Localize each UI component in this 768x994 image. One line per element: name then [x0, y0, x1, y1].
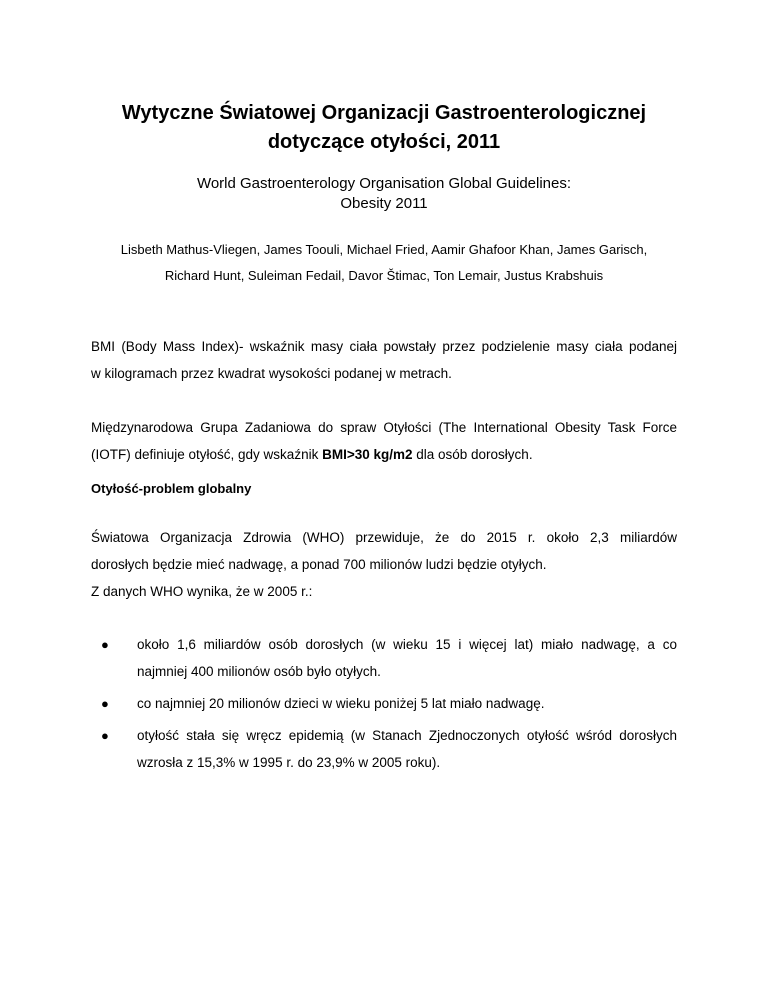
subtitle-line-2: Obesity 2011	[340, 195, 428, 212]
list-item	[91, 722, 677, 776]
bullet-icon: ●	[101, 728, 109, 743]
list-item-line-1: otyłość stała się wręcz epidemią (w Stanach Zjednoczonych otyłość wśród dorosłych	[137, 728, 677, 743]
document-subtitle	[60, 174, 708, 214]
iotf-line-2-end: dla osób dorosłych.	[412, 447, 533, 462]
list-item-line-1: co najmniej 20 milionów dzieci w wieku poniżej 5 lat miało nadwagę.	[137, 696, 545, 711]
bullet-icon: ●	[101, 696, 109, 711]
authors-line-1: Lisbeth Mathus-Vliegen, James Toouli, Michael Fried, Aamir Ghafoor Khan, James Garisch,	[120, 242, 648, 257]
subtitle-line-1: World Gastroenterology Organisation Global Guidelines:	[196, 175, 572, 192]
iotf-line-2	[91, 441, 677, 468]
list-item-line-1: około 1,6 miliardów osób dorosłych (w wieku 15 i więcej lat) miało nadwagę, a co	[137, 637, 677, 652]
bmi-definition-paragraph	[91, 333, 677, 387]
authors-list	[60, 237, 708, 289]
bmi-line-1: BMI (Body Mass Index)- wskaźnik masy ciała powstały przez podzielenie masy ciała podanej	[91, 339, 677, 354]
list-item	[91, 631, 677, 685]
iotf-line-2-text: (IOTF) definiuje otyłość, gdy wskaźnik	[91, 447, 323, 462]
who-line-2: dorosłych będzie mieć nadwagę, a ponad 700 milionów ludzi będzie otyłych.	[91, 557, 547, 572]
title-line-2: dotyczące otyłości, 2011	[267, 131, 501, 153]
list-item-line-2: najmniej 400 milionów osób było otyłych.	[137, 664, 381, 679]
list-item-line-2: wzrosła z 15,3% w 1995 r. do 23,9% w 2005 roku).	[137, 755, 441, 770]
document-title	[60, 99, 708, 157]
title-line-1: Wytyczne Światowej Organizacji Gastroenterologicznej	[121, 102, 647, 124]
who-paragraph	[91, 524, 677, 605]
who-line-3: Z danych WHO wynika, że w 2005 r.:	[91, 584, 313, 599]
iotf-line-1: Międzynarodowa Grupa Zadaniowa do spraw Otyłości (The International Obesity Task Force	[91, 420, 677, 435]
bullet-icon: ●	[101, 637, 109, 652]
bmi-line-2: w kilogramach przez kwadrat wysokości podanej w metrach.	[91, 366, 452, 381]
section-heading: Otyłość-problem globalny	[91, 481, 252, 496]
who-line-1: Światowa Organizacja Zdrowia (WHO) przewiduje, że do 2015 r. około 2,3 miliardów	[91, 530, 677, 545]
who-facts-list	[91, 631, 677, 781]
bmi-threshold: BMI>30 kg/m2	[322, 447, 413, 462]
list-item	[91, 690, 677, 717]
iotf-paragraph	[91, 414, 677, 468]
authors-line-2: Richard Hunt, Suleiman Fedail, Davor Štimac, Ton Lemair, Justus Krabshuis	[164, 268, 604, 283]
